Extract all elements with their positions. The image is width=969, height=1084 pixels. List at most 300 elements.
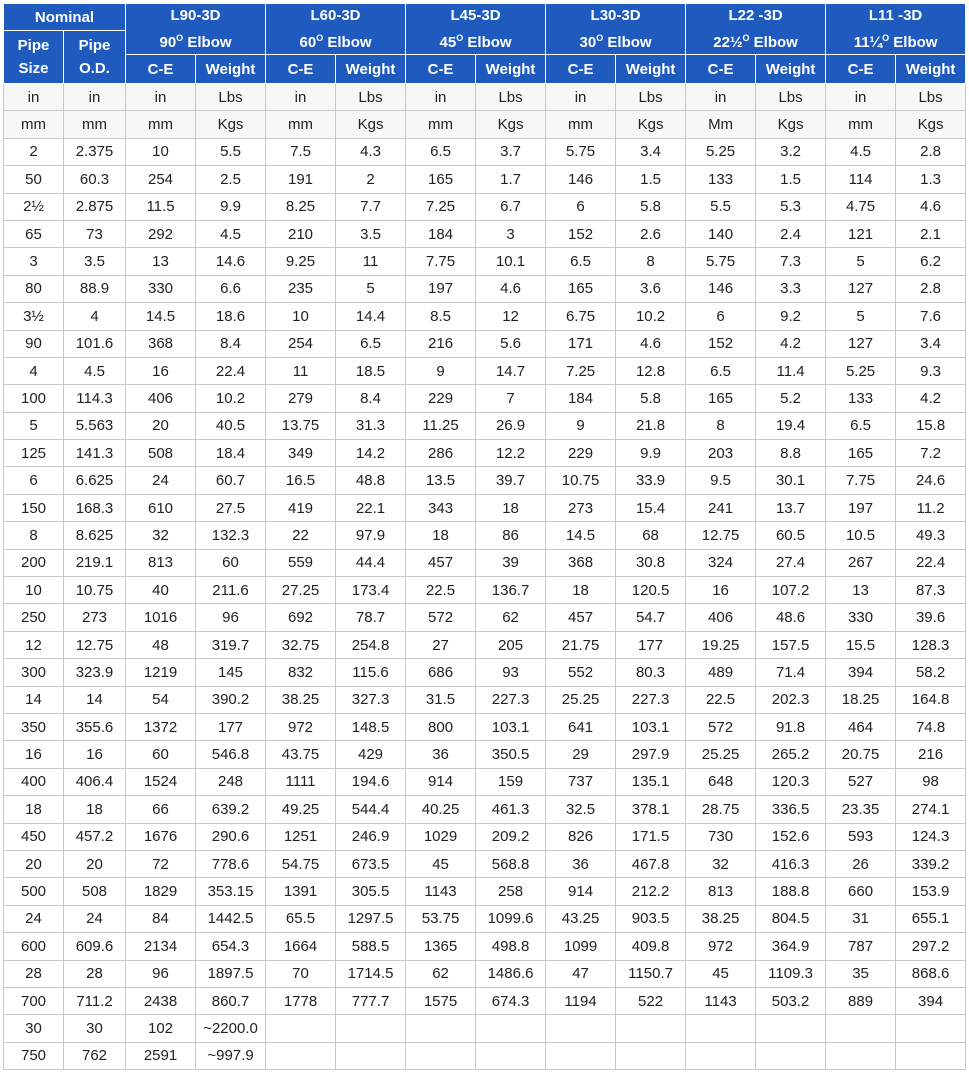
table-cell: 16 [126, 357, 196, 384]
table-cell: 6 [4, 467, 64, 494]
table-cell: 12.8 [616, 357, 686, 384]
table-cell: 527 [826, 768, 896, 795]
table-cell: 265.2 [756, 741, 826, 768]
table-cell [546, 1015, 616, 1042]
table-cell: 10.2 [196, 385, 266, 412]
table-cell: 9.2 [756, 303, 826, 330]
table-cell: 832 [266, 659, 336, 686]
table-cell: 700 [4, 987, 64, 1014]
table-cell: 72 [126, 850, 196, 877]
table-cell: 274.1 [896, 796, 966, 823]
table-cell: 1524 [126, 768, 196, 795]
table-cell: 7 [476, 385, 546, 412]
table-cell: 5 [826, 248, 896, 275]
elbow-angle: 11¼ [853, 34, 883, 51]
table-cell: 15.4 [616, 494, 686, 521]
table-cell: 10.2 [616, 303, 686, 330]
table-cell: 3.6 [616, 275, 686, 302]
table-cell: 45 [406, 850, 476, 877]
weight-header: Weight [756, 55, 826, 84]
table-cell: 148.5 [336, 713, 406, 740]
table-body [4, 84, 966, 1070]
table-cell: 1109.3 [756, 960, 826, 987]
table-row [4, 933, 966, 960]
table-cell: 1372 [126, 713, 196, 740]
table-cell: 25.25 [546, 686, 616, 713]
table-cell: 406.4 [64, 768, 126, 795]
table-cell: 1099.6 [476, 905, 546, 932]
table-cell: 44.4 [336, 549, 406, 576]
table-cell: 5 [826, 303, 896, 330]
table-cell: 258 [476, 878, 546, 905]
table-cell: 868.6 [896, 960, 966, 987]
table-cell: 279 [266, 385, 336, 412]
table-cell: 305.5 [336, 878, 406, 905]
table-cell: 8.4 [196, 330, 266, 357]
elbow-group-header [126, 4, 266, 55]
table-cell: 30.8 [616, 549, 686, 576]
table-cell: 173.4 [336, 577, 406, 604]
table-cell: 4.5 [64, 357, 126, 384]
table-cell: 6 [546, 193, 616, 220]
table-cell [406, 1015, 476, 1042]
table-cell: 10.1 [476, 248, 546, 275]
table-cell: 1016 [126, 604, 196, 631]
pipe-size-line2: Size [18, 60, 49, 77]
table-cell: 103.1 [476, 713, 546, 740]
table-cell: 6.5 [686, 357, 756, 384]
table-cell: 22.5 [406, 577, 476, 604]
table-cell: mm [406, 111, 476, 138]
table-cell: 254 [126, 166, 196, 193]
elbow-suffix: Elbow [893, 34, 938, 51]
degree-mark: O [456, 33, 464, 43]
table-row [4, 440, 966, 467]
table-cell: 826 [546, 823, 616, 850]
table-row [4, 357, 966, 384]
table-row [4, 549, 966, 576]
table-cell: 188.8 [756, 878, 826, 905]
table-cell: 31 [826, 905, 896, 932]
table-cell: 914 [406, 768, 476, 795]
degree-mark: O [882, 33, 890, 43]
table-cell: 24 [126, 467, 196, 494]
unit-row [4, 111, 966, 138]
table-cell: 5.8 [616, 193, 686, 220]
table-cell: 152 [546, 220, 616, 247]
table-cell: 16.5 [266, 467, 336, 494]
table-cell: 184 [406, 220, 476, 247]
table-cell: Lbs [196, 84, 266, 111]
table-cell [546, 1042, 616, 1069]
table-cell: 227.3 [616, 686, 686, 713]
table-cell: 1143 [686, 987, 756, 1014]
table-cell: 3.5 [64, 248, 126, 275]
table-cell: 47 [546, 960, 616, 987]
table-cell: 3.4 [616, 138, 686, 165]
table-cell: 6.5 [336, 330, 406, 357]
table-cell [266, 1042, 336, 1069]
table-cell: 107.2 [756, 577, 826, 604]
table-cell: in [546, 84, 616, 111]
table-cell: 35 [826, 960, 896, 987]
table-cell: 235 [266, 275, 336, 302]
elbow-group-header [686, 4, 826, 55]
table-cell: 10 [126, 138, 196, 165]
table-row [4, 823, 966, 850]
table-row [4, 275, 966, 302]
table-cell: 18.4 [196, 440, 266, 467]
table-cell: 419 [266, 494, 336, 521]
table-cell: 19.25 [686, 631, 756, 658]
table-cell: 1143 [406, 878, 476, 905]
table-cell: 11.2 [896, 494, 966, 521]
table-cell: 368 [546, 549, 616, 576]
table-cell: 8.25 [266, 193, 336, 220]
table-cell: 43.25 [546, 905, 616, 932]
table-cell: 65 [4, 220, 64, 247]
table-cell: 32 [686, 850, 756, 877]
table-cell: 18 [476, 494, 546, 521]
table-cell: 364.9 [756, 933, 826, 960]
table-row [4, 138, 966, 165]
table-cell: 54.75 [266, 850, 336, 877]
table-cell [686, 1015, 756, 1042]
table-cell: 323.9 [64, 659, 126, 686]
table-cell [686, 1042, 756, 1069]
table-cell: 1676 [126, 823, 196, 850]
table-cell: 2.8 [896, 275, 966, 302]
table-cell: 14.5 [546, 522, 616, 549]
table-cell: 9 [546, 412, 616, 439]
table-cell: 200 [4, 549, 64, 576]
table-cell: 572 [406, 604, 476, 631]
pipe-od-line2: O.D. [79, 60, 110, 77]
table-cell: 157.5 [756, 631, 826, 658]
table-row [4, 303, 966, 330]
table-cell: 73 [64, 220, 126, 247]
table-cell: 127 [826, 330, 896, 357]
table-cell: in [826, 84, 896, 111]
table-cell: 5.563 [64, 412, 126, 439]
table-cell: 1.7 [476, 166, 546, 193]
elbow-group-header [546, 4, 686, 55]
table-cell: 98 [896, 768, 966, 795]
table-cell: 3 [476, 220, 546, 247]
table-row [4, 850, 966, 877]
table-cell: 22.4 [196, 357, 266, 384]
table-cell: 48 [126, 631, 196, 658]
table-cell: 18 [4, 796, 64, 823]
table-cell: 15.8 [896, 412, 966, 439]
table-cell: 297.2 [896, 933, 966, 960]
table-cell: 28 [64, 960, 126, 987]
table-cell: 9.5 [686, 467, 756, 494]
table-cell: 16 [4, 741, 64, 768]
table-row [4, 713, 966, 740]
table-cell: 3.2 [756, 138, 826, 165]
table-cell: 4.5 [196, 220, 266, 247]
table-cell: 12 [476, 303, 546, 330]
table-cell: 165 [686, 385, 756, 412]
table-cell: 4.2 [896, 385, 966, 412]
elbow-code: L11 -3D [868, 7, 923, 24]
table-cell: 5 [336, 275, 406, 302]
table-cell: 5 [4, 412, 64, 439]
table-cell: mm [64, 111, 126, 138]
table-cell: 330 [826, 604, 896, 631]
table-cell: 7.5 [266, 138, 336, 165]
table-cell: 136.7 [476, 577, 546, 604]
table-cell: 7.2 [896, 440, 966, 467]
table-cell: 60 [126, 741, 196, 768]
table-cell: 27.25 [266, 577, 336, 604]
table-cell: 165 [826, 440, 896, 467]
table-cell: 32.75 [266, 631, 336, 658]
table-cell: mm [4, 111, 64, 138]
table-row [4, 604, 966, 631]
table-cell: 600 [4, 933, 64, 960]
table-cell: 14.5 [126, 303, 196, 330]
table-cell: 60.7 [196, 467, 266, 494]
pipe-size-header [4, 31, 64, 84]
table-cell: 9.25 [266, 248, 336, 275]
weight-header: Weight [196, 55, 266, 84]
table-cell [826, 1042, 896, 1069]
table-cell: 8.625 [64, 522, 126, 549]
table-cell: 2591 [126, 1042, 196, 1069]
table-cell: 16 [64, 741, 126, 768]
table-cell: 300 [4, 659, 64, 686]
table-cell: 1575 [406, 987, 476, 1014]
table-cell: 152.6 [756, 823, 826, 850]
table-cell: 48.8 [336, 467, 406, 494]
table-cell: 6.625 [64, 467, 126, 494]
table-cell: 8.5 [406, 303, 476, 330]
table-cell: 1194 [546, 987, 616, 1014]
table-row [4, 522, 966, 549]
table-cell: 2.375 [64, 138, 126, 165]
table-cell: 972 [686, 933, 756, 960]
table-cell: 4.6 [476, 275, 546, 302]
table-cell: 60.3 [64, 166, 126, 193]
table-cell: 16 [686, 577, 756, 604]
table-cell: 4.2 [756, 330, 826, 357]
elbow-angle: 22½ [713, 34, 743, 51]
table-cell: 349 [266, 440, 336, 467]
table-row [4, 796, 966, 823]
table-cell: 66 [126, 796, 196, 823]
table-cell: 9.3 [896, 357, 966, 384]
table-cell: 762 [64, 1042, 126, 1069]
table-cell: Mm [686, 111, 756, 138]
table-cell: 21.8 [616, 412, 686, 439]
table-cell: Kgs [896, 111, 966, 138]
table-cell: 1664 [266, 933, 336, 960]
table-cell: 330 [126, 275, 196, 302]
table-cell: 4.6 [616, 330, 686, 357]
table-cell: 146 [546, 166, 616, 193]
elbow-angle: 90 [159, 34, 177, 51]
table-cell: 39.6 [896, 604, 966, 631]
table-cell: 68 [616, 522, 686, 549]
table-cell: Lbs [896, 84, 966, 111]
table-cell: 8.8 [756, 440, 826, 467]
table-cell: Lbs [476, 84, 546, 111]
unit-row [4, 84, 966, 111]
table-row [4, 330, 966, 357]
table-cell: 229 [546, 440, 616, 467]
table-cell: 8 [686, 412, 756, 439]
table-cell: 39.7 [476, 467, 546, 494]
table-cell: 500 [4, 878, 64, 905]
table-cell: 648 [686, 768, 756, 795]
table-cell: 103.1 [616, 713, 686, 740]
table-cell: 14.6 [196, 248, 266, 275]
table-row [4, 193, 966, 220]
table-cell: 14 [4, 686, 64, 713]
table-cell: 3.7 [476, 138, 546, 165]
table-cell: 14.2 [336, 440, 406, 467]
table-cell: 572 [686, 713, 756, 740]
table-cell: 62 [476, 604, 546, 631]
table-cell: 10.75 [546, 467, 616, 494]
table-cell: 127 [826, 275, 896, 302]
elbow-code: L45-3D [450, 7, 501, 24]
table-cell: 457.2 [64, 823, 126, 850]
table-cell [896, 1042, 966, 1069]
table-cell [826, 1015, 896, 1042]
table-cell: 350 [4, 713, 64, 740]
table-cell: 62 [406, 960, 476, 987]
table-cell: 324 [686, 549, 756, 576]
table-cell: 150 [4, 494, 64, 521]
table-cell: 184 [546, 385, 616, 412]
table-cell: 889 [826, 987, 896, 1014]
elbow-suffix: Elbow [753, 34, 798, 51]
table-cell: 133 [826, 385, 896, 412]
table-cell: 20 [126, 412, 196, 439]
table-cell: 355.6 [64, 713, 126, 740]
table-cell: 49.25 [266, 796, 336, 823]
table-cell: 23.35 [826, 796, 896, 823]
table-cell: Kgs [616, 111, 686, 138]
pipe-od-line1: Pipe [78, 37, 111, 54]
table-cell: 71.4 [756, 659, 826, 686]
table-row [4, 741, 966, 768]
table-cell: 197 [826, 494, 896, 521]
table-cell: 737 [546, 768, 616, 795]
weight-header: Weight [896, 55, 966, 84]
table-cell: 11.25 [406, 412, 476, 439]
table-cell: Lbs [336, 84, 406, 111]
table-cell [756, 1015, 826, 1042]
table-cell: 4.75 [826, 193, 896, 220]
table-cell: 171.5 [616, 823, 686, 850]
table-cell: 250 [4, 604, 64, 631]
elbow-angle: 60 [299, 34, 317, 51]
table-cell: 177 [616, 631, 686, 658]
table-cell: 1251 [266, 823, 336, 850]
table-cell: 406 [686, 604, 756, 631]
table-cell: 84 [126, 905, 196, 932]
table-cell: 102 [126, 1015, 196, 1042]
table-cell: 20.75 [826, 741, 896, 768]
table-cell: 1.5 [616, 166, 686, 193]
table-cell: 43.75 [266, 741, 336, 768]
table-cell: 2.8 [896, 138, 966, 165]
table-cell: 22.5 [686, 686, 756, 713]
table-cell [266, 1015, 336, 1042]
table-cell: 12.2 [476, 440, 546, 467]
table-cell: 212.2 [616, 878, 686, 905]
table-cell: 24 [64, 905, 126, 932]
table-cell: 133 [686, 166, 756, 193]
table-cell: 197 [406, 275, 476, 302]
table-cell: 10 [4, 577, 64, 604]
table-cell: 8 [616, 248, 686, 275]
ce-header: C-E [266, 55, 336, 84]
degree-mark: O [176, 33, 184, 43]
table-cell: 1099 [546, 933, 616, 960]
table-cell: 135.1 [616, 768, 686, 795]
table-cell: 18 [406, 522, 476, 549]
table-cell: 6.5 [546, 248, 616, 275]
table-cell: 3 [4, 248, 64, 275]
table-row [4, 467, 966, 494]
table-cell: 5.2 [756, 385, 826, 412]
degree-mark: O [596, 33, 604, 43]
table-cell: 1219 [126, 659, 196, 686]
table-cell: 229 [406, 385, 476, 412]
table-cell: 552 [546, 659, 616, 686]
table-cell: 78.7 [336, 604, 406, 631]
table-cell: 54 [126, 686, 196, 713]
table-cell: 674.3 [476, 987, 546, 1014]
table-cell: 87.3 [896, 577, 966, 604]
table-cell: 6 [686, 303, 756, 330]
table-cell: 211.6 [196, 577, 266, 604]
table-row [4, 1042, 966, 1069]
table-cell: 7.75 [406, 248, 476, 275]
table-cell: 343 [406, 494, 476, 521]
elbow-code: L90-3D [170, 7, 221, 24]
table-cell: 246.9 [336, 823, 406, 850]
table-cell: mm [546, 111, 616, 138]
table-cell: in [266, 84, 336, 111]
pipe-od-header [64, 31, 126, 84]
table-cell: 654.3 [196, 933, 266, 960]
elbow-code: L22 -3D [728, 7, 783, 24]
table-cell: 6.5 [406, 138, 476, 165]
table-cell: 711.2 [64, 987, 126, 1014]
table-cell: 2 [336, 166, 406, 193]
weight-header: Weight [476, 55, 546, 84]
table-cell: 503.2 [756, 987, 826, 1014]
table-header [4, 4, 966, 84]
table-cell: in [64, 84, 126, 111]
table-cell: 152 [686, 330, 756, 357]
table-cell: 14.7 [476, 357, 546, 384]
table-cell: 12.75 [64, 631, 126, 658]
table-row [4, 878, 966, 905]
table-cell: 30 [64, 1015, 126, 1042]
table-cell: 394 [896, 987, 966, 1014]
table-cell: 609.6 [64, 933, 126, 960]
table-cell: 31.3 [336, 412, 406, 439]
table-cell: 36 [406, 741, 476, 768]
table-cell: 13 [826, 577, 896, 604]
